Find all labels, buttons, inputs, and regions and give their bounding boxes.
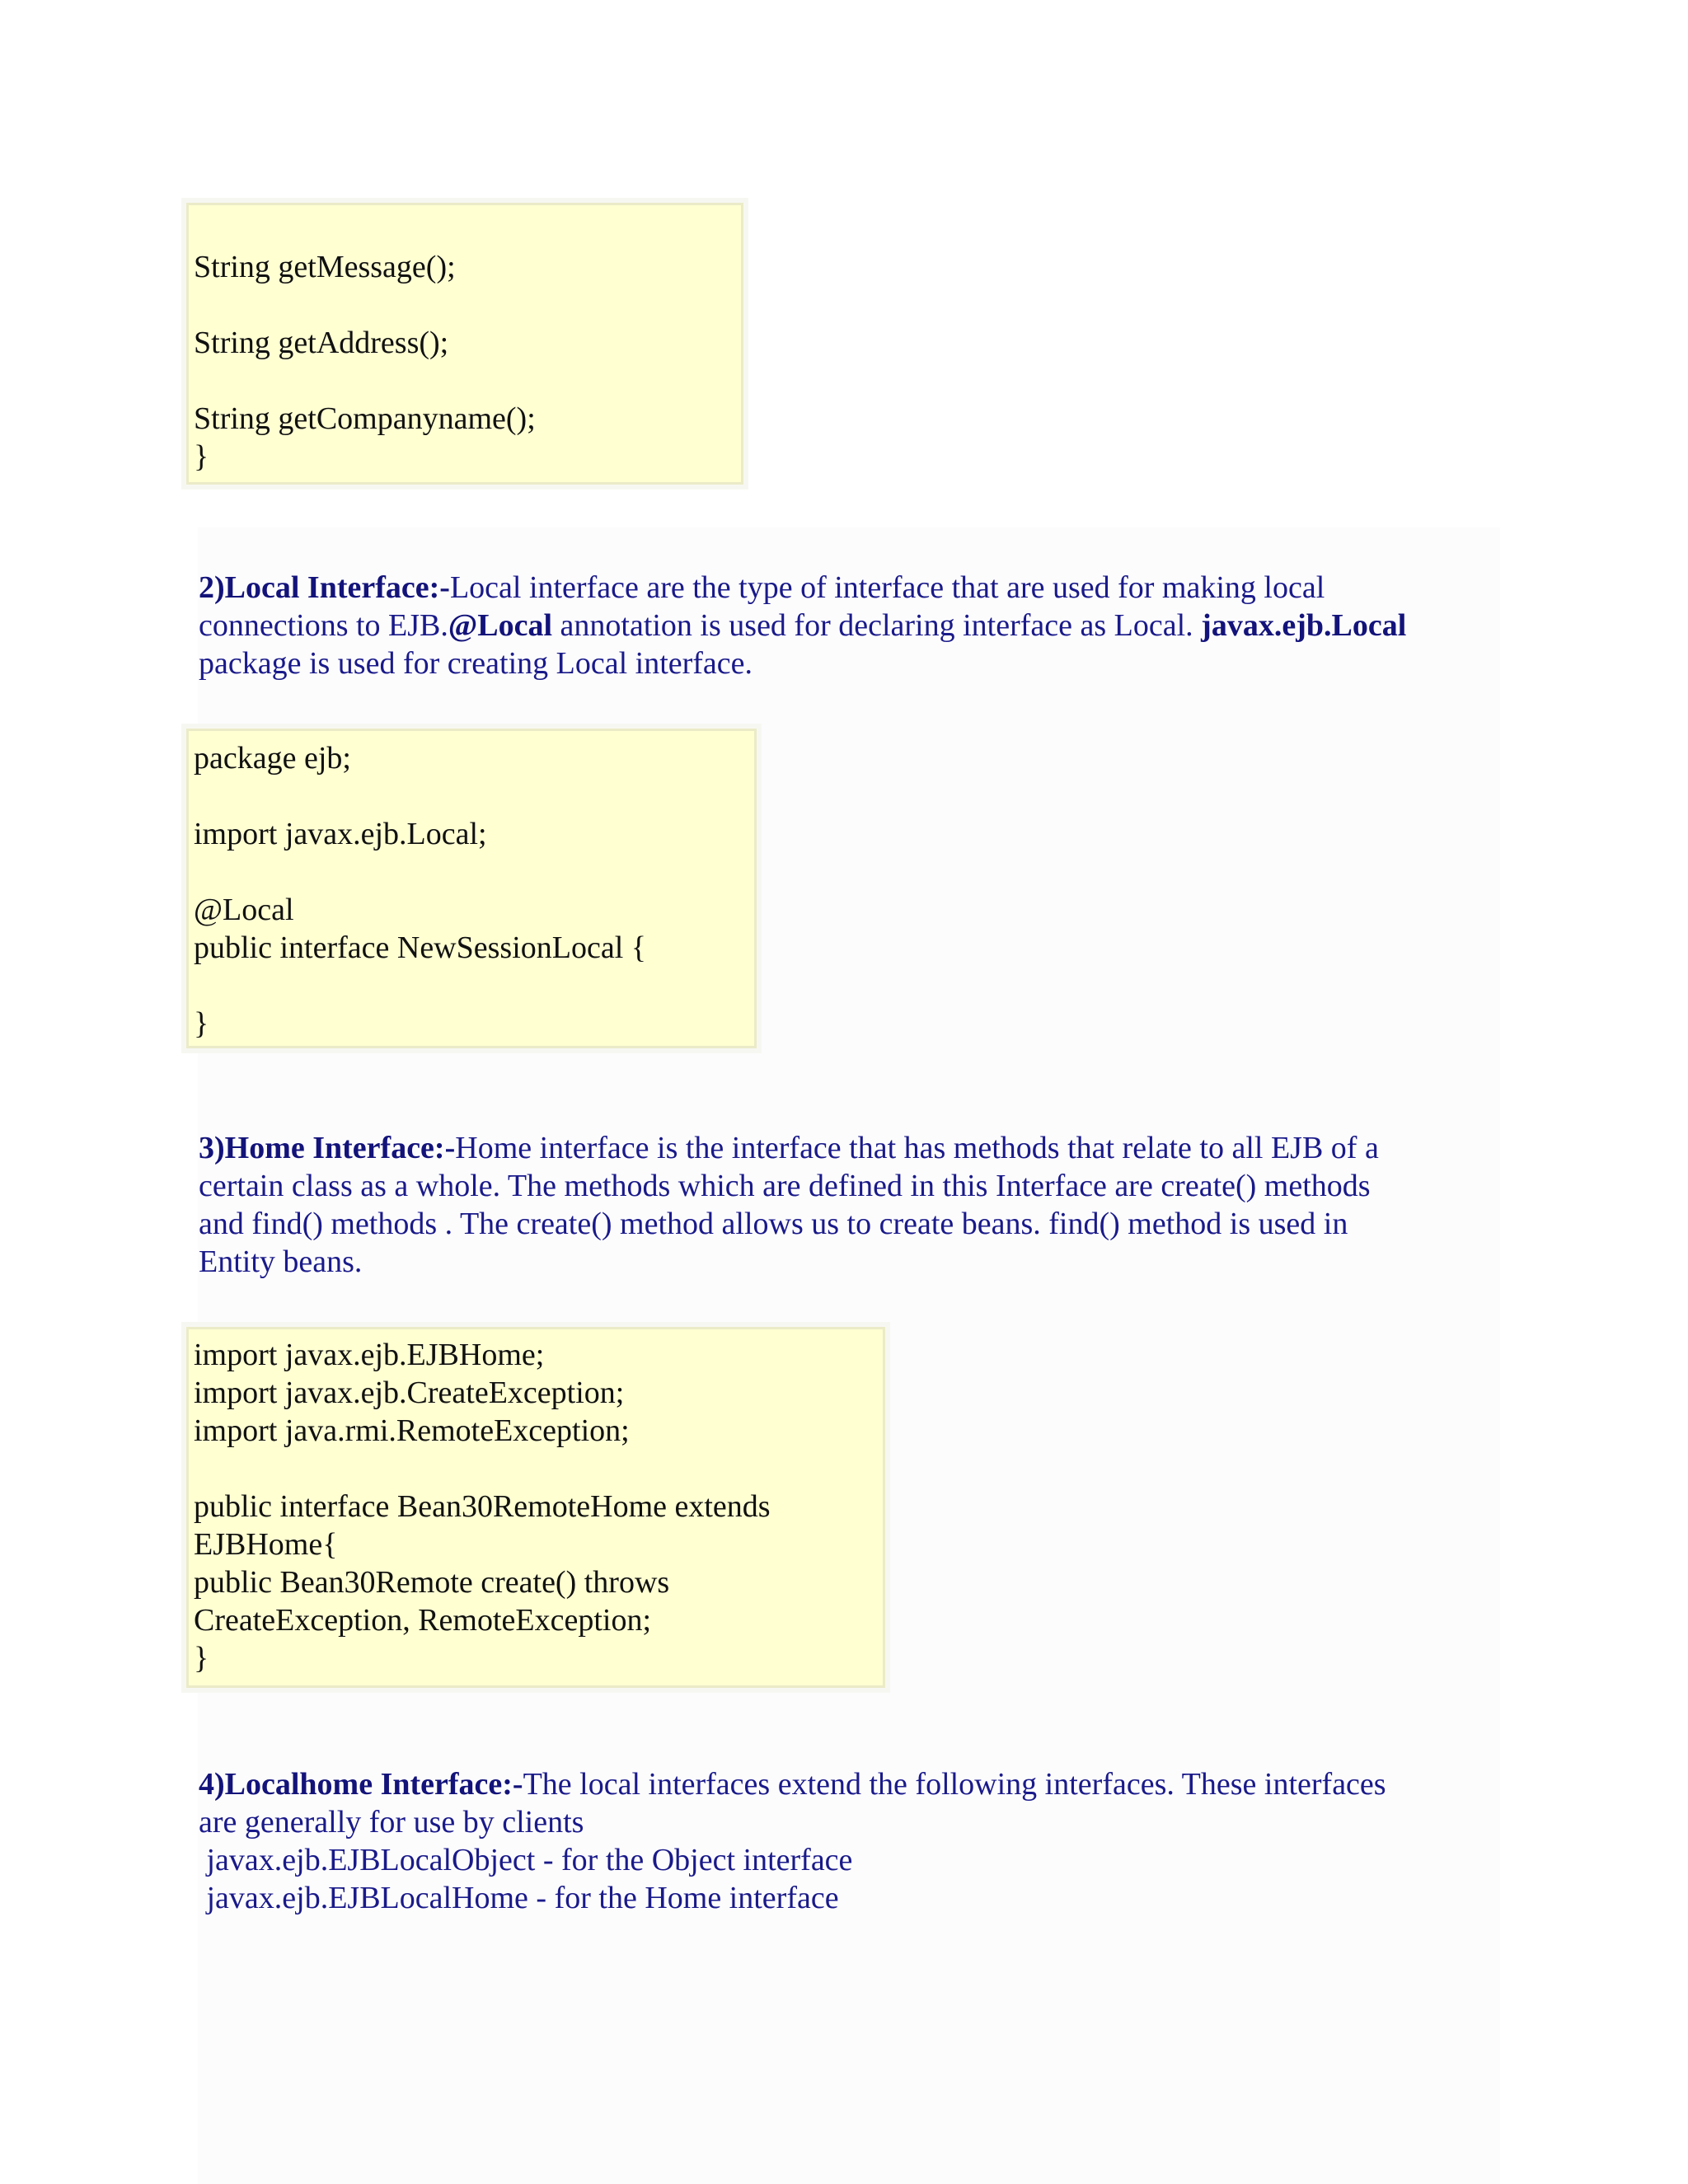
paragraph-text: annotation is used for declaring interface as Local. <box>552 608 1202 643</box>
code-line: @Local <box>194 893 294 927</box>
code-line: import javax.ejb.Local; <box>194 817 487 851</box>
code-line <box>194 853 754 891</box>
paragraph-line <box>199 1129 1379 1167</box>
code-block-3 <box>186 1327 885 1688</box>
code-line <box>194 362 741 400</box>
section-heading: 4)Localhome Interface:- <box>199 1767 523 1802</box>
code-block-2 <box>186 729 757 1048</box>
paragraph-line: package is used for creating Local interface. <box>199 646 753 681</box>
code-line: import java.rmi.RemoteException; <box>194 1413 630 1448</box>
paragraph-line: javax.ejb.EJBLocalHome - for the Home interface <box>199 1881 839 1915</box>
code-line: public interface Bean30RemoteHome extends <box>194 1489 771 1524</box>
paragraph-line <box>199 1765 1386 1803</box>
code-line <box>194 286 741 324</box>
paragraph-text: The local interfaces extend the following interfaces. These interfaces <box>523 1767 1386 1802</box>
paragraph-line: Entity beans. <box>199 1244 363 1279</box>
code-line: String getCompanyname(); <box>194 401 536 436</box>
section-heading: 3)Home Interface:- <box>199 1131 456 1165</box>
code-line: String getAddress(); <box>194 326 449 360</box>
bold-term: @Local <box>448 608 553 643</box>
code-line <box>194 777 754 815</box>
section-home-interface <box>199 1129 1379 1281</box>
section-heading: 2)Local Interface:- <box>199 570 450 605</box>
code-line: String getMessage(); <box>194 250 456 284</box>
code-line: } <box>194 1006 209 1041</box>
code-line: EJBHome{ <box>194 1527 338 1562</box>
code-line: import javax.ejb.CreateException; <box>194 1376 625 1410</box>
paragraph-line: certain class as a whole. The methods which are defined in this Interface are create() methods <box>199 1169 1371 1203</box>
paragraph-text: Local interface are the type of interface that are used for making local <box>449 570 1325 605</box>
paragraph-line: javax.ejb.EJBLocalObject - for the Object interface <box>199 1843 853 1877</box>
paragraph-text: Home interface is the interface that has methods that relate to all EJB of a <box>455 1131 1379 1165</box>
code-line: } <box>194 1641 209 1675</box>
paragraph-text: connections to EJB. <box>199 608 448 643</box>
paragraph-line: are generally for use by clients <box>199 1805 584 1840</box>
code-line: import javax.ejb.EJBHome; <box>194 1338 545 1372</box>
code-line <box>194 1450 883 1488</box>
paragraph-line <box>199 607 1406 644</box>
paragraph-line <box>199 569 1406 607</box>
code-line: public Bean30Remote create() throws <box>194 1565 670 1600</box>
paragraph-line: and find() methods . The create() method allows us to create beans. find() method is used in <box>199 1207 1348 1241</box>
bold-term: javax.ejb.Local <box>1201 608 1407 643</box>
code-block-1 <box>186 203 743 485</box>
code-line: } <box>194 439 209 474</box>
code-line: package ejb; <box>194 741 351 776</box>
section-localhome-interface <box>199 1765 1386 1917</box>
code-line: public interface NewSessionLocal { <box>194 930 646 965</box>
code-line <box>194 967 754 1005</box>
section-local-interface <box>199 569 1406 682</box>
code-line: CreateException, RemoteException; <box>194 1603 652 1638</box>
